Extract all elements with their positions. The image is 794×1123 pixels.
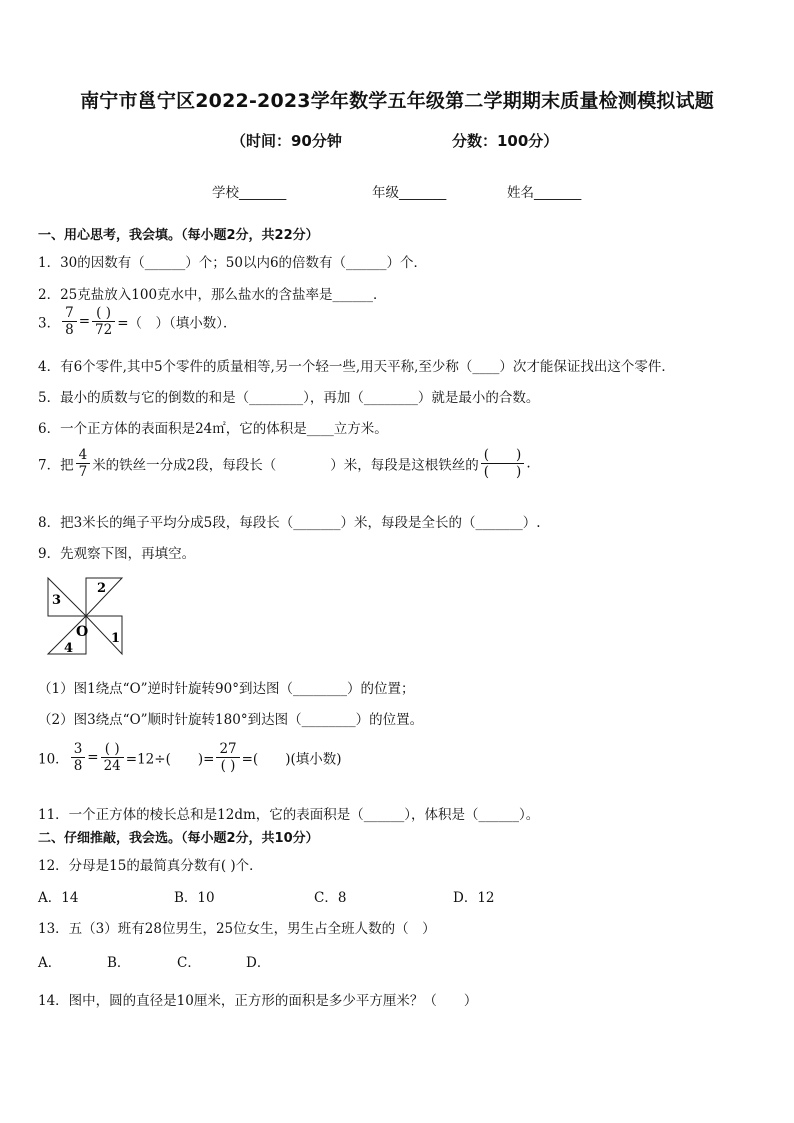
q10-prefix: 10． — [38, 751, 69, 768]
q7-prefix: 7．把 — [38, 457, 74, 474]
question-9-2: （2）图3绕点“O”顺时针旋转180°到达图（________）的位置。 — [38, 712, 424, 728]
question-1: 1．30的因数有（______）个；50以内6的倍数有（______）个． — [38, 255, 428, 271]
question-10 — [38, 742, 342, 773]
label-3: 3 — [52, 593, 62, 608]
question-2: 2．25克盐放入100克水中，那么盐水的含盐率是______． — [38, 287, 387, 303]
section-1-heading: 一、用心思考，我会填。（每小题2分，共22分） — [38, 228, 319, 243]
grade-field: 年级_______ — [372, 185, 447, 201]
question-4: 4．有6个零件,其中5个零件的质量相等,另一个轻一些,用天平称,至少称（____）次才能保证找出这个零件． — [38, 359, 675, 375]
question-12: 12．分母是15的最简真分数有( )个． — [38, 858, 263, 874]
page-title: 南宁市邕宁区2022-2023学年数学五年级第二学期期末质量检测模拟试题 — [80, 90, 714, 112]
section-2-heading: 二、仔细推敲，我会选。（每小题2分，共10分） — [38, 831, 319, 846]
q12-option-c: C．8 — [314, 890, 347, 906]
question-14: 14．图中，圆的直径是10厘米，正方形的面积是多少平方厘米？（ ） — [38, 993, 478, 1009]
q13-option-b: B． — [107, 955, 131, 971]
q10-middle: =12÷( )= — [125, 751, 215, 768]
label-4: 4 — [64, 641, 74, 656]
time-info: （时间：90分钟 — [231, 132, 342, 150]
rotation-figure — [44, 574, 124, 656]
label-2: 2 — [97, 581, 107, 596]
q3-equals: = — [78, 313, 90, 330]
q10-equals: = — [87, 749, 99, 766]
question-7 — [38, 448, 531, 479]
q3-fraction-1: $\frac{7}{8}$ — [62, 306, 77, 337]
question-13: 13．五（3）班有28位男生，25位女生，男生占全班人数的（ ） — [38, 921, 436, 937]
q7-suffix: . — [526, 455, 531, 472]
q10-fraction-2: $\frac{( )}{24}$ — [101, 742, 124, 773]
question-9: 9．先观察下图，再填空。 — [38, 546, 196, 562]
question-9-1: （1）图1绕点“O”逆时针旋转90°到达图（________）的位置； — [38, 681, 415, 697]
question-6: 6．一个正方体的表面积是24㎡，它的体积是____立方米。 — [38, 421, 388, 437]
q12-option-a: A．14 — [38, 890, 79, 906]
q3-fraction-2: $\frac{( )}{72}$ — [92, 306, 115, 337]
q13-option-d: D． — [246, 955, 271, 971]
q13-option-c: C． — [177, 955, 201, 971]
question-3 — [38, 306, 237, 337]
q7-fraction-2: $\frac{( )}{( )}$ — [481, 448, 525, 479]
q13-option-a: A． — [38, 955, 62, 971]
q3-prefix: 3． — [38, 315, 61, 332]
q10-fraction-3: $\frac{27}{( )}$ — [216, 742, 239, 773]
q10-fraction-1: $\frac{3}{8}$ — [71, 742, 86, 773]
q7-fraction-1: $\frac{4}{7}$ — [76, 448, 91, 479]
label-o: O — [76, 624, 89, 640]
q12-option-b: B．10 — [174, 890, 215, 906]
school-field: 学校_______ — [212, 185, 287, 201]
question-8: 8．把3米长的绳子平均分成5段，每段长（_______）米，每段是全长的（_______）. — [38, 515, 541, 531]
name-field: 姓名_______ — [507, 185, 582, 201]
q7-middle: 米的铁丝一分成2段，每段长（ ）米，每段是这根铁丝的 — [92, 457, 479, 474]
question-5: 5．最小的质数与它的倒数的和是（________），再加（________）就是最小的合数。 — [38, 390, 540, 406]
q3-suffix: =（ ）（填小数）． — [117, 315, 237, 332]
q12-option-d: D．12 — [453, 890, 495, 906]
score-info: 分数：100分） — [452, 132, 559, 150]
q10-suffix: =( )(填小数) — [241, 751, 342, 768]
label-1: 1 — [111, 631, 121, 646]
question-11: 11．一个正方体的棱长总和是12dm，它的表面积是（______），体积是（______）。 — [38, 807, 540, 823]
